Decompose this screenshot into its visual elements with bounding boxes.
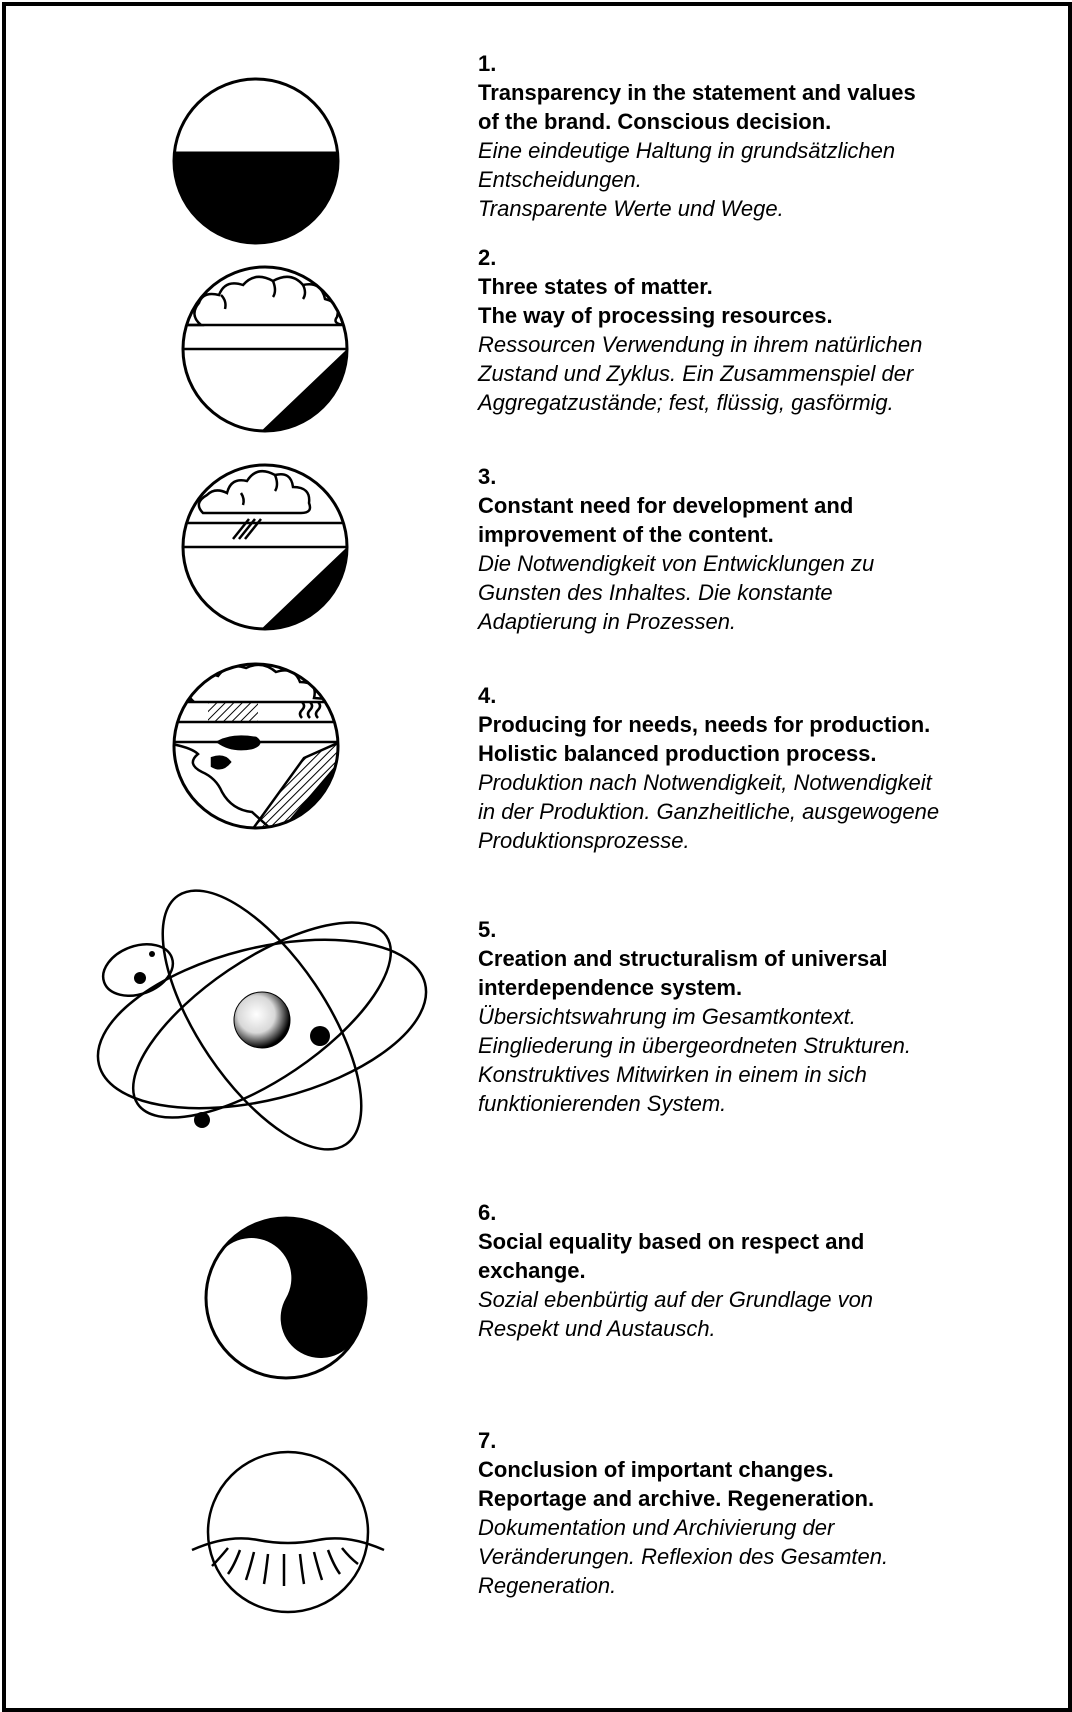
- principle-description: Produktion nach Notwendigkeit, Notwendigkeit in der Produktion. Ganzheitliche, ausgewogene Produktionsprozesse.: [478, 770, 940, 853]
- principle-title: Conclusion of important changes. Reportage and archive. Regeneration.: [478, 1457, 875, 1511]
- principle-number: 3.: [478, 464, 497, 489]
- principle-title: Three states of matter. The way of processing resources.: [478, 274, 833, 328]
- states-of-matter-icon: [181, 265, 349, 433]
- half-filled-circle-icon: [172, 77, 340, 245]
- principle-6: [478, 1198, 1038, 1343]
- principle-description: Ressourcen Verwendung in ihrem natürlichen Zustand und Zyklus. Ein Zusammenspiel der Aggregatzustände; fest, flüssig, gasförmig.: [478, 332, 923, 415]
- principle-title: Social equality based on respect and exchange.: [478, 1229, 865, 1283]
- principle-7: [478, 1426, 1038, 1600]
- cloud-rain-icon: [181, 463, 349, 631]
- atom-orbit-icon: [96, 870, 436, 1170]
- principle-description: Sozial ebenbürtig auf der Grundlage von Respekt und Austausch.: [478, 1287, 874, 1341]
- principle-description: Dokumentation und Archivierung der Veränderungen. Reflexion des Gesamten. Regeneration.: [478, 1515, 889, 1598]
- principle-number: 4.: [478, 683, 497, 708]
- landscape-icon: [172, 662, 340, 830]
- principle-5: [478, 915, 1038, 1118]
- principle-title: Producing for needs, needs for production. Holistic balanced production process.: [478, 712, 931, 766]
- principle-description: Übersichtswahrung im Gesamtkontext. Eingliederung in übergeordneten Strukturen. Konstruktives Mitwirken in einem in sich funktionierenden System.: [478, 1004, 911, 1116]
- principle-1: [478, 49, 1038, 223]
- principle-number: 7.: [478, 1428, 497, 1453]
- principle-number: 2.: [478, 245, 497, 270]
- principle-description: Die Notwendigkeit von Entwicklungen zu Gunsten des Inhaltes. Die konstante Adaptierung in Prozessen.: [478, 551, 875, 634]
- principle-description: Eine eindeutige Haltung in grundsätzlichen Entscheidungen. Transparente Werte und Wege.: [478, 138, 896, 221]
- principle-3: [478, 462, 1038, 636]
- yin-yang-icon: [204, 1216, 368, 1380]
- principle-4: [478, 681, 1038, 855]
- principle-title: Creation and structuralism of universal interdependence system.: [478, 946, 888, 1000]
- principle-title: Constant need for development and improvement of the content.: [478, 493, 854, 547]
- principle-2: [478, 243, 1038, 417]
- principle-number: 5.: [478, 917, 497, 942]
- principle-number: 1.: [478, 51, 497, 76]
- principle-title: Transparency in the statement and values of the brand. Conscious decision.: [478, 80, 916, 134]
- principle-number: 6.: [478, 1200, 497, 1225]
- closed-eye-icon: [188, 1450, 388, 1614]
